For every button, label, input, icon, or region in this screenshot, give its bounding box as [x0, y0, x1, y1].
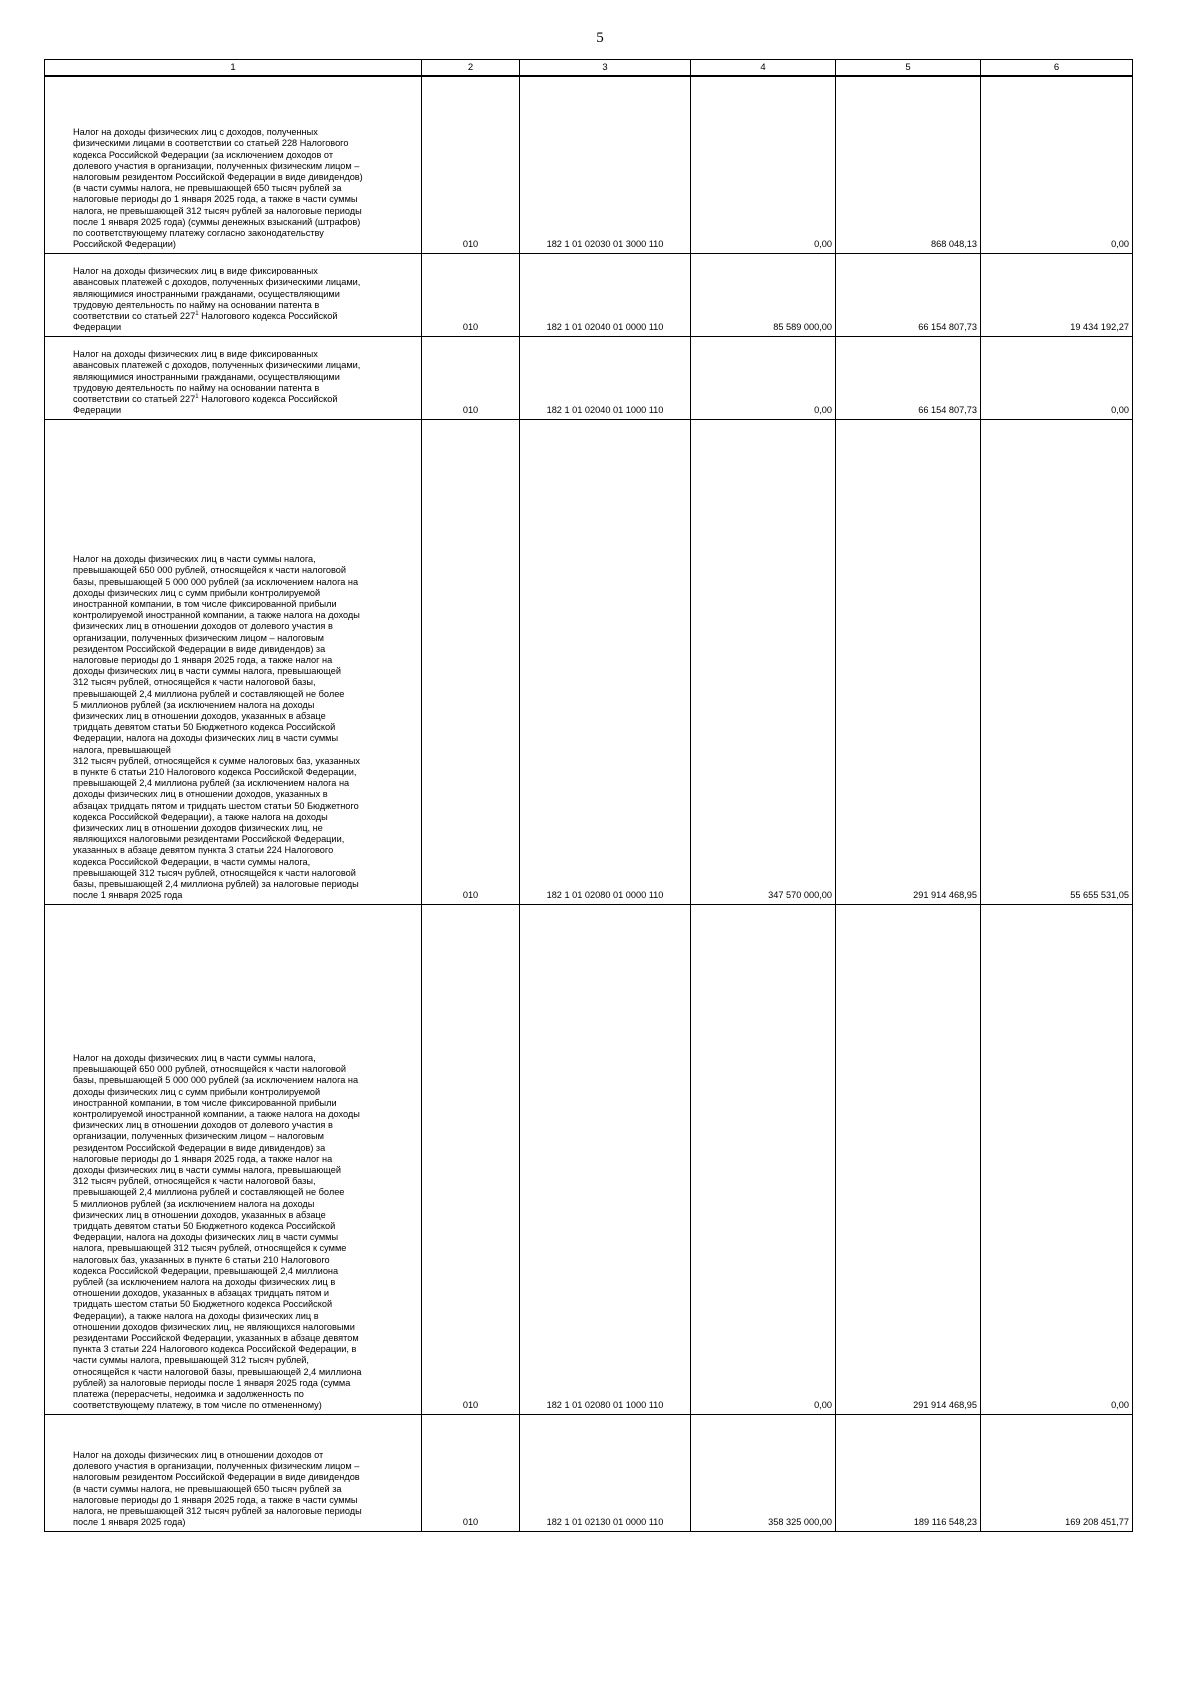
- column-header: 3: [520, 60, 691, 77]
- column-header: 5: [836, 60, 981, 77]
- table-row: [45, 1414, 1133, 1531]
- row-executed: 66 154 807,73: [836, 253, 981, 336]
- row-unexecuted: 0,00: [981, 904, 1133, 1414]
- row-unexecuted: 0,00: [981, 76, 1133, 253]
- row-approved: 0,00: [691, 336, 836, 419]
- column-header: 6: [981, 60, 1133, 77]
- row-unexecuted: 0,00: [981, 336, 1133, 419]
- row-approved: 85 589 000,00: [691, 253, 836, 336]
- row-approved: 0,00: [691, 904, 836, 1414]
- row-line-code: 010: [422, 419, 520, 904]
- row-description: Налог на доходы физических лиц в части суммы налога, превышающей 650 000 рублей, относящейся к части налоговой базы, превышающей 5 000 000 рублей (за исключением налога на доходы физических лиц с сумм прибыли контролируемой иностранной компании, в том числе фиксированной прибыли контролируемой иностранной компании, а также налога на доходы физических лиц в отношении доходов от долевого участия в организации, полученных физическим лицом – налоговым резидентом Российской Федерации в виде дивидендов) за налоговые периоды до 1 января 2025 года, а также налог на доходы физических лиц в части суммы налога, превышающей 312 тысяч рублей, относящейся к части налоговой базы, превышающей 2,4 миллиона рублей и составляющей не более 5 миллионов рублей (за исключением налога на доходы физических лиц в отношении доходов, указанных в абзаце тридцать девятом статьи 50 Бюджетного кодекса Российской Федерации, налога на доходы физических лиц в части суммы налога, превышающей 312 тысяч рублей, относящейся к сумме налоговых баз, указанных в пункте 6 статьи 210 Налогового кодекса Российской Федерации, превышающей 2,4 миллиона рублей (за исключением налога на доходы физических лиц в отношении доходов, указанных в абзацах тридцать пятом и тридцать шестом статьи 50 Бюджетного кодекса Российской Федерации), а также налога на доходы физических лиц в отношении доходов физических лиц, не являющихся налоговыми резидентами Российской Федерации, указанных в абзаце девятом пункта 3 статьи 224 Налогового кодекса Российской Федерации, в части суммы налога, превышающей 312 тысяч рублей, относящейся к части налоговой базы, превышающей 2,4 миллиона рублей) за налоговые периоды после 1 января 2025 года: [45, 419, 422, 904]
- row-line-code: 010: [422, 253, 520, 336]
- table-row: [45, 419, 1133, 904]
- row-executed: 189 116 548,23: [836, 1414, 981, 1531]
- row-budget-code: 182 1 01 02130 01 0000 110: [520, 1414, 691, 1531]
- page-number: 5: [596, 30, 604, 46]
- table-row: [45, 253, 1133, 336]
- superscript: 1: [195, 394, 199, 401]
- row-unexecuted: 55 655 531,05: [981, 419, 1133, 904]
- table-header-row: [45, 60, 1133, 77]
- row-line-code: 010: [422, 336, 520, 419]
- superscript: 1: [195, 311, 199, 318]
- row-approved: 347 570 000,00: [691, 419, 836, 904]
- row-description: Налог на доходы физических лиц в виде фиксированных авансовых платежей с доходов, полученных физическими лицами, являющимися иностранными гражданами, осуществляющими трудовую деятельность по найму на основании патента в соответствии со статьей $227^1$ Налогового кодекса Российской Федерации: [45, 336, 422, 419]
- column-header: 2: [422, 60, 520, 77]
- row-budget-code: 182 1 01 02040 01 1000 110: [520, 336, 691, 419]
- table-row: [45, 76, 1133, 253]
- row-budget-code: 182 1 01 02080 01 1000 110: [520, 904, 691, 1414]
- row-description: Налог на доходы физических лиц в виде фиксированных авансовых платежей с доходов, полученных физическими лицами, являющимися иностранными гражданами, осуществляющими трудовую деятельность по найму на основании патента в соответствии со статьей $227^1$ Налогового кодекса Российской Федерации: [45, 253, 422, 336]
- row-line-code: 010: [422, 76, 520, 253]
- row-approved: 0,00: [691, 76, 836, 253]
- row-line-code: 010: [422, 904, 520, 1414]
- row-executed: 291 914 468,95: [836, 904, 981, 1414]
- row-executed: 66 154 807,73: [836, 336, 981, 419]
- row-executed: 868 048,13: [836, 76, 981, 253]
- column-header: 1: [45, 60, 422, 77]
- row-description: Налог на доходы физических лиц с доходов, полученных физическими лицами в соответствии со статьей 228 Налогового кодекса Российской Федерации (за исключением доходов от долевого участия в организации, полученных физическим лицом – налоговым резидентом Российской Федерации в виде дивидендов) (в части суммы налога, не превышающей 650 тысяч рублей за налоговые периоды до 1 января 2025 года, а также в части суммы налога, не превышающей 312 тысяч рублей за налоговые периоды после 1 января 2025 года) (суммы денежных взысканий (штрафов) по соответствующему платежу согласно законодательству Российской Федерации): [45, 76, 422, 253]
- row-budget-code: 182 1 01 02080 01 0000 110: [520, 419, 691, 904]
- row-unexecuted: 169 208 451,77: [981, 1414, 1133, 1531]
- row-description: Налог на доходы физических лиц в части суммы налога, превышающей 650 000 рублей, относящейся к части налоговой базы, превышающей 5 000 000 рублей (за исключением налога на доходы физических лиц с сумм прибыли контролируемой иностранной компании, в том числе фиксированной прибыли контролируемой иностранной компании, а также налога на доходы физических лиц в отношении доходов от долевого участия в организации, полученных физическим лицом – налоговым резидентом Российской Федерации в виде дивидендов) за налоговые периоды до 1 января 2025 года, а также налог на доходы физических лиц в части суммы налога, превышающей 312 тысяч рублей, относящейся к части налоговой базы, превышающей 2,4 миллиона рублей и составляющей не более 5 миллионов рублей (за исключением налога на доходы физических лиц в отношении доходов, указанных в абзаце тридцать девятом статьи 50 Бюджетного кодекса Российской Федерации, налога на доходы физических лиц в части суммы налога, превышающей 312 тысяч рублей, относящейся к сумме налоговых баз, указанных в пункте 6 статьи 210 Налогового кодекса Российской Федерации, превышающей 2,4 миллиона рублей (за исключением налога на доходы физических лиц в отношении доходов, указанных в абзацах тридцать пятом и тридцать шестом статьи 50 Бюджетного кодекса Российской Федерации), а также налога на доходы физических лиц в отношении доходов физических лиц, не являющихся налоговыми резидентами Российской Федерации, указанных в абзаце девятом пункта 3 статьи 224 Налогового кодекса Российской Федерации, в части суммы налога, превышающей 312 тысяч рублей, относящейся к части налоговой базы, превышающей 2,4 миллиона рублей) за налоговые периоды после 1 января 2025 года (сумма платежа (перерасчеты, недоимка и задолженность по соответствующему платежу, в том числе по отмененному): [45, 904, 422, 1414]
- row-approved: 358 325 000,00: [691, 1414, 836, 1531]
- row-budget-code: 182 1 01 02040 01 0000 110: [520, 253, 691, 336]
- revenue-report-table: [44, 59, 1133, 1532]
- row-executed: 291 914 468,95: [836, 419, 981, 904]
- row-description: Налог на доходы физических лиц в отношении доходов от долевого участия в организации, полученных физическим лицом – налоговым резидентом Российской Федерации в виде дивидендов (в части суммы налога, не превышающей 650 тысяч рублей за налоговые периоды до 1 января 2025 года, а также в части суммы налога, не превышающей 312 тысяч рублей за налоговые периоды после 1 января 2025 года): [45, 1414, 422, 1531]
- row-unexecuted: 19 434 192,27: [981, 253, 1133, 336]
- row-line-code: 010: [422, 1414, 520, 1531]
- table-row: [45, 336, 1133, 419]
- row-budget-code: 182 1 01 02030 01 3000 110: [520, 76, 691, 253]
- column-header: 4: [691, 60, 836, 77]
- table-row: [45, 904, 1133, 1414]
